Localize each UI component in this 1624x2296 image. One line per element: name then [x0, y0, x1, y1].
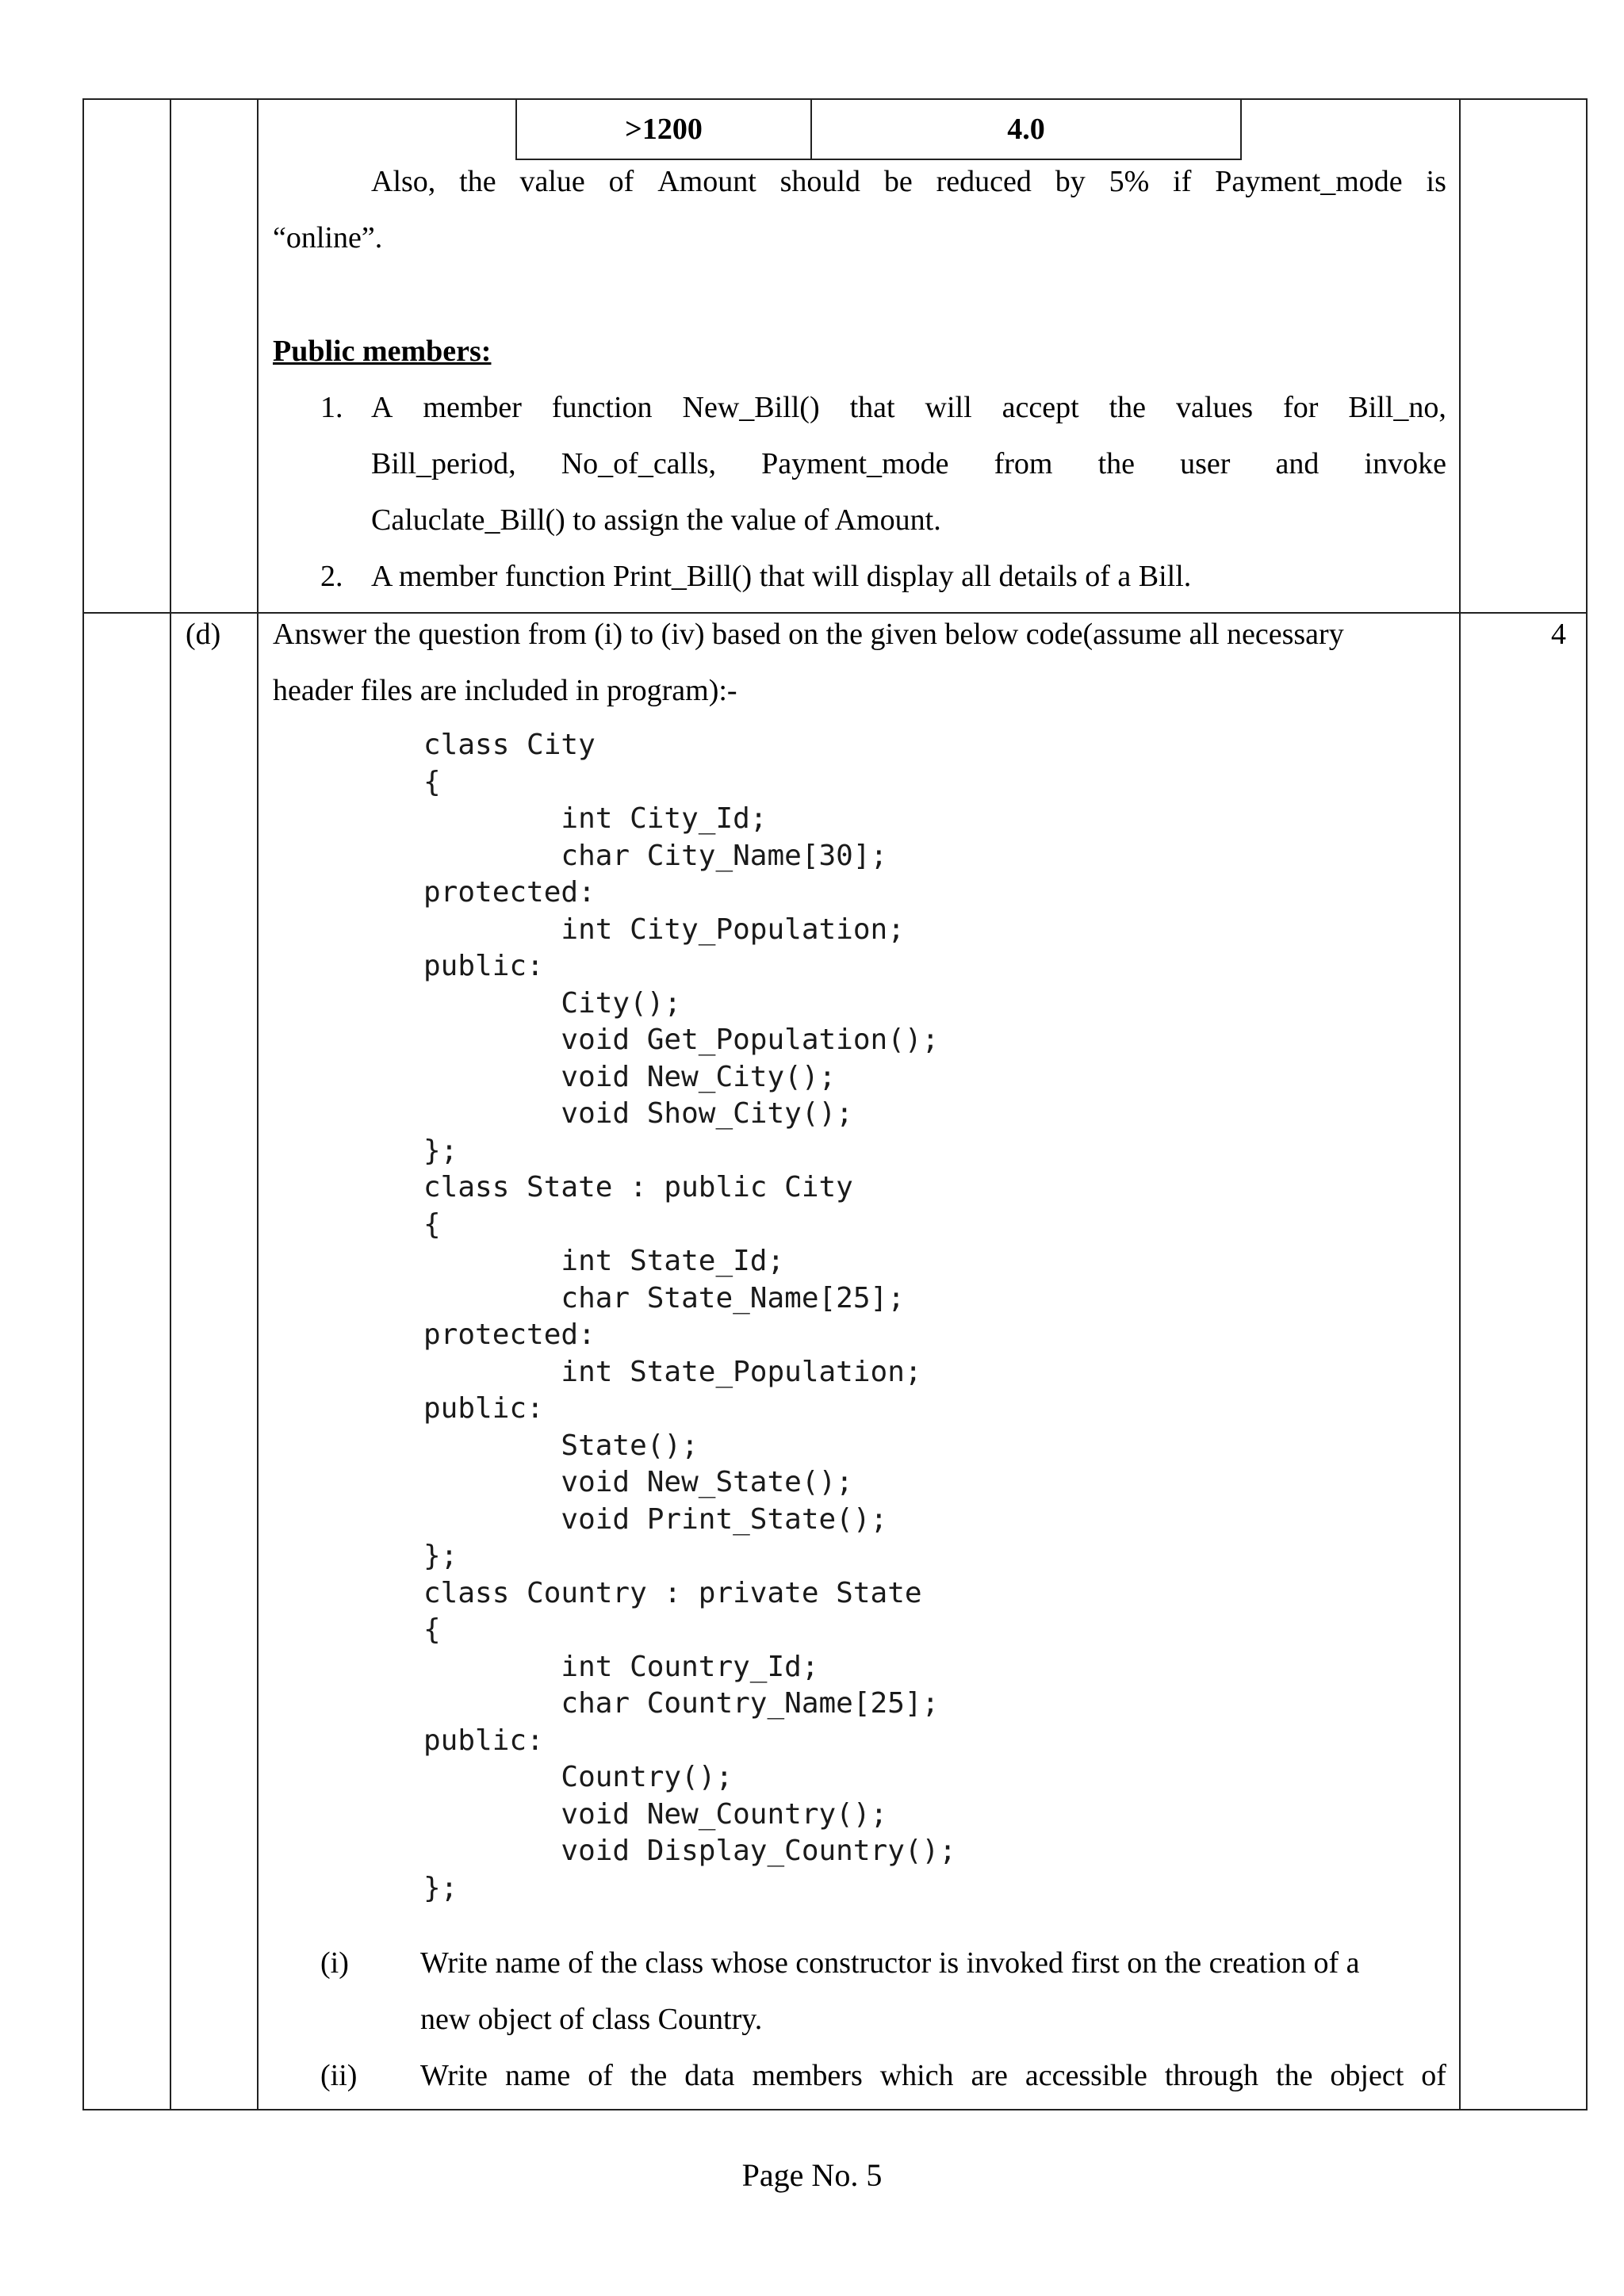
section-d-intro-line-1: Answer the question from (i) to (iv) based on the given below code(assume all necessary — [273, 618, 1344, 651]
question-i-line-1: Write name of the class whose constructor is invoked first on the creation of a — [420, 1946, 1360, 1980]
question-ii-line-1: Write name of the data members which are accessible through the object of — [420, 2059, 1446, 2092]
public-members-heading: Public members: — [273, 335, 492, 368]
column-divider-3 — [1459, 98, 1461, 2110]
question-ii-number: (ii) — [320, 2059, 358, 2092]
item-2-text: A member function Print_Bill() that will display all details of a Bill. — [371, 560, 1192, 593]
column-divider-2 — [257, 98, 259, 2110]
item-1-line-1: A member function New_Bill() that will accept the values for Bill_no, — [371, 391, 1446, 424]
item-2-number: 2. — [320, 560, 343, 593]
online-text: “online”. — [273, 221, 383, 254]
item-1-line-2: Bill_period, No_of_calls, Payment_mode from the user and invoke — [371, 447, 1446, 480]
question-i-number: (i) — [320, 1946, 349, 1980]
section-d-marks: 4 — [1551, 618, 1566, 651]
rate-cell-rate: 4.0 — [1007, 113, 1045, 146]
column-divider-1 — [170, 98, 171, 2110]
item-1-line-3: Caluclate_Bill() to assign the value of Amount. — [371, 503, 941, 537]
item-1-number: 1. — [320, 391, 343, 424]
question-i-line-2: new object of class Country. — [420, 2003, 763, 2036]
rate-cell-range: >1200 — [517, 100, 812, 159]
amount-reduction-line: Also, the value of Amount should be reduced by 5% if Payment_mode is — [371, 165, 1446, 198]
section-d-intro-line-2: header files are included in program):- — [273, 674, 737, 707]
code-block: class City { int City_Id; char City_Name[30]; protected: int City_Population; public: City(); void Get_Population(); void New_City(); void Show_City(); }; class State : public City { int State_Id; char State_Name[25]; protected: int State_Population; public: State(); void New_State(); void Print_State(); }; class Country : private State { int Country_Id; char Country_Name[25]; public: Country(); void New_Country(); void Display_Country(); }; — [423, 729, 956, 1904]
page-number: Page No. 5 — [741, 2157, 883, 2193]
rate-table — [515, 98, 1242, 160]
section-d-label: (d) — [186, 618, 221, 651]
